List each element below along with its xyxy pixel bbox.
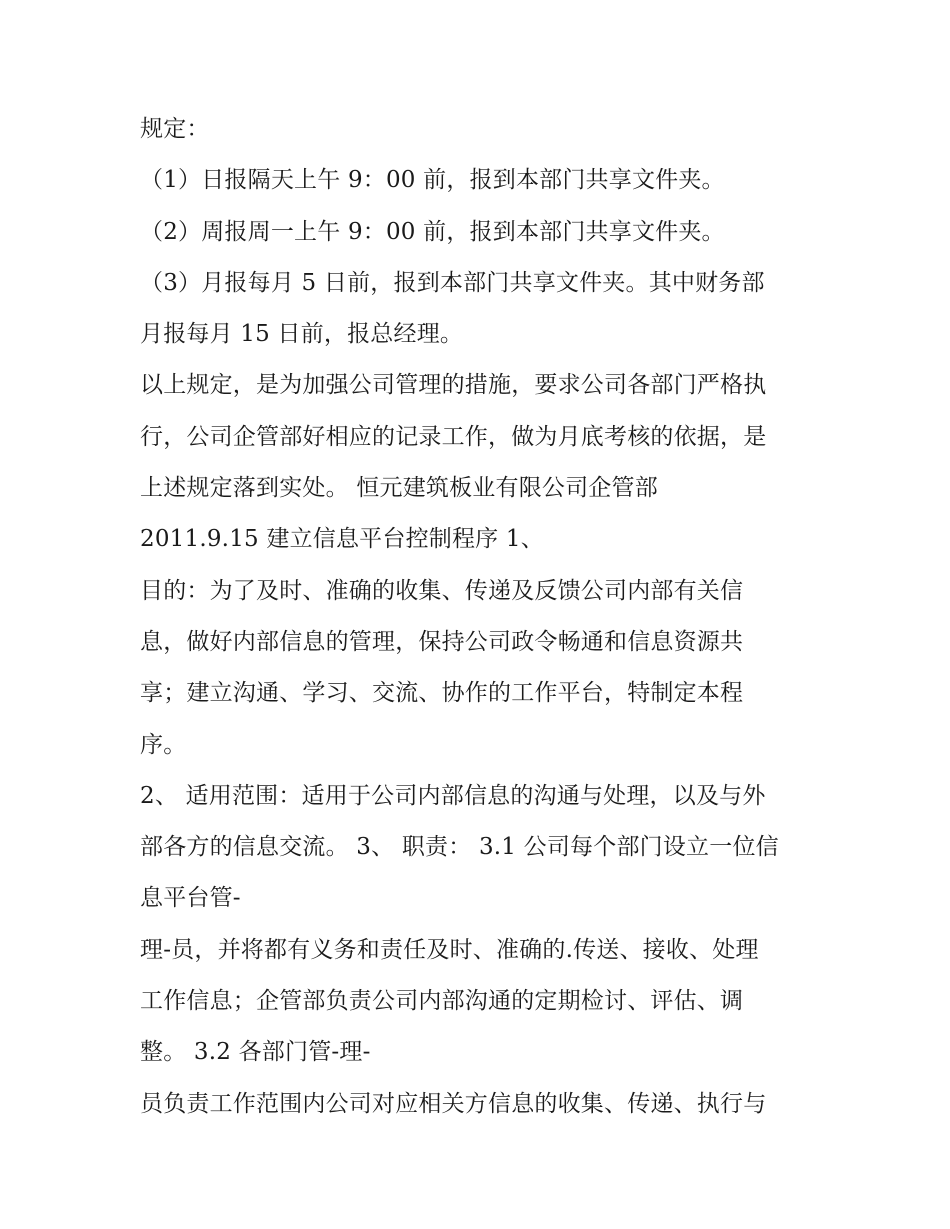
document-body bbox=[140, 108, 830, 1134]
text-line: 2、 适用范围：适用于公司内部信息的沟通与处理，以及与外 bbox=[140, 782, 766, 809]
text-line: （2）周报周一上午 9：00 前，报到本部门共享文件夹。 bbox=[140, 218, 725, 245]
text-line: （3）月报每月 5 日前，报到本部门共享文件夹。其中财务部 bbox=[140, 269, 765, 296]
text-line: 息平台管- bbox=[140, 885, 241, 912]
text-line: 目的：为了及时、准确的收集、传递及反馈公司内部有关信 bbox=[140, 577, 744, 604]
text-line: 上述规定落到实处。 恒元建筑板业有限公司企管部 bbox=[140, 475, 658, 502]
text-line: 序。 bbox=[140, 731, 187, 758]
text-line: （1）日报隔天上午 9：00 前，报到本部门共享文件夹。 bbox=[140, 167, 725, 194]
text-line: 息，做好内部信息的管理，保持公司政令畅通和信息资源共 bbox=[140, 628, 744, 655]
text-line: 员负责工作范围内公司对应相关方信息的收集、传递、执行与 bbox=[140, 1090, 767, 1117]
text-line: 2011.9.15 建立信息平台控制程序 1、 bbox=[140, 526, 544, 553]
text-line: 部各方的信息交流。 3、 职责： 3.1 公司每个部门设立一位信 bbox=[140, 834, 779, 861]
text-line: 理-员，并将都有义务和责任及时、准确的.传送、接收、处理 bbox=[140, 936, 759, 963]
text-line: 享；建立沟通、学习、交流、协作的工作平台，特制定本程 bbox=[140, 680, 744, 707]
text-line: 行，公司企管部好相应的记录工作，做为月底考核的依据，是 bbox=[140, 423, 767, 450]
text-line: 以上规定，是为加强公司管理的措施，要求公司各部门严格执 bbox=[140, 372, 767, 399]
text-line: 规定： bbox=[140, 116, 210, 142]
text-line: 月报每月 15 日前，报总经理。 bbox=[140, 321, 464, 348]
text-line: 工作信息；企管部负责公司内部沟通的定期检讨、评估、调 bbox=[140, 988, 744, 1015]
text-line: 整。 3.2 各部门管-理- bbox=[140, 1039, 371, 1066]
